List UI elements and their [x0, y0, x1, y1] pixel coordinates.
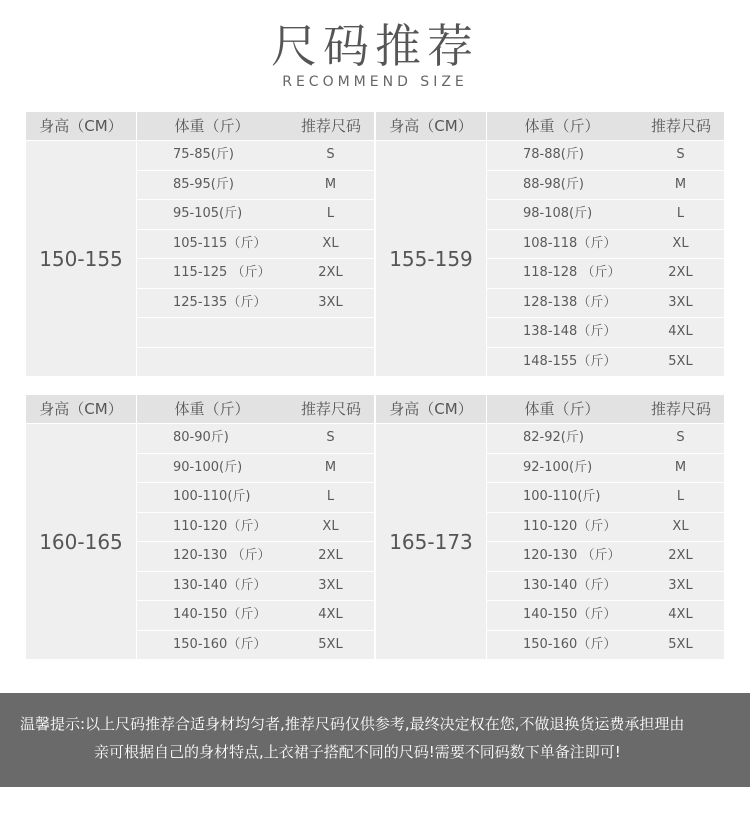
size-cell: L	[676, 489, 685, 504]
weight-cell: 95-105(斤)	[173, 206, 243, 221]
table-row	[137, 542, 374, 572]
weight-cell: 88-98(斤)	[523, 176, 584, 192]
weight-cell: 150-160（斤）	[173, 636, 267, 652]
weight-cell	[137, 348, 287, 377]
weight-cell	[137, 318, 287, 347]
table-row	[487, 631, 724, 661]
weight-cell: 108-118（斤）	[523, 235, 617, 251]
size-cell: 2XL	[318, 548, 343, 563]
size-cell: L	[676, 206, 685, 221]
size-cell: M	[324, 176, 337, 192]
weight-cell: 150-160（斤）	[523, 636, 617, 652]
table-row	[137, 424, 374, 454]
size-table-block	[26, 112, 374, 377]
weight-cell: 110-120（斤）	[523, 518, 617, 534]
weight-cell: 80-90斤)	[173, 430, 229, 445]
size-cell: L	[326, 489, 335, 504]
table-row	[137, 454, 374, 484]
size-cell: 4XL	[318, 607, 343, 622]
weight-cell: 75-85(斤)	[173, 147, 234, 162]
weight-cell: 130-140（斤）	[523, 577, 617, 593]
table-row	[137, 572, 374, 602]
header-size: 推荐尺码	[300, 117, 361, 135]
table-row	[487, 601, 724, 631]
size-cell: 2XL	[668, 548, 693, 563]
table-row	[487, 171, 724, 201]
table-row	[137, 513, 374, 543]
table-row	[487, 454, 724, 484]
weight-cell: 110-120（斤）	[173, 518, 267, 534]
weight-cell: 78-88(斤)	[523, 147, 584, 162]
table-row	[137, 289, 374, 319]
weight-cell: 115-125 （斤）	[173, 265, 271, 280]
size-cell: XL	[322, 518, 339, 534]
table-row	[487, 289, 724, 319]
weight-cell: 118-128 （斤）	[523, 265, 621, 280]
size-cell: S	[676, 147, 685, 162]
table-row	[137, 318, 374, 348]
notice-line-1: 温馨提示:以上尺码推荐合适身材均匀者,推荐尺码仅供参考,最终决定权在您,不做退换货运费承担理由	[20, 715, 685, 733]
size-cell: 2XL	[668, 265, 693, 280]
size-rows	[137, 424, 374, 660]
size-cell: 4XL	[668, 324, 693, 339]
table-row	[487, 259, 724, 289]
weight-cell: 120-130 （斤）	[523, 548, 621, 563]
page-subtitle: RECOMMEND SIZE	[282, 74, 468, 90]
size-cell: L	[326, 206, 335, 221]
table-header	[376, 395, 724, 423]
size-cell	[287, 348, 374, 377]
table-row	[487, 513, 724, 543]
size-cell: S	[326, 430, 335, 445]
weight-cell: 90-100(斤)	[173, 459, 243, 475]
size-cell: M	[674, 459, 687, 475]
size-table-block	[26, 395, 374, 660]
table-header	[26, 112, 374, 140]
header-height: 身高（CM）	[389, 400, 473, 418]
size-cell: 3XL	[318, 294, 343, 310]
weight-cell: 85-95(斤)	[173, 176, 234, 192]
size-rows	[137, 141, 374, 377]
size-cell: 2XL	[318, 265, 343, 280]
table-row	[487, 200, 724, 230]
size-rows	[487, 424, 724, 660]
weight-cell: 98-108(斤)	[523, 206, 593, 221]
table-header	[376, 112, 724, 140]
weight-cell: 148-155（斤）	[523, 353, 617, 369]
size-cell: 5XL	[668, 636, 693, 652]
table-row	[487, 483, 724, 513]
weight-cell: 140-150（斤）	[173, 607, 267, 622]
table-row	[137, 200, 374, 230]
size-table-block	[376, 112, 724, 377]
table-row	[137, 259, 374, 289]
size-cell: 3XL	[318, 577, 343, 593]
weight-cell: 125-135（斤）	[173, 294, 267, 310]
size-cell: S	[676, 430, 685, 445]
height-range-cell: 165-173	[376, 424, 486, 659]
weight-cell: 140-150（斤）	[523, 607, 617, 622]
size-rows	[487, 141, 724, 377]
size-cell: XL	[322, 235, 339, 251]
page-title: 尺码推荐	[271, 19, 479, 73]
height-range-cell: 150-155	[26, 141, 136, 376]
table-row	[487, 318, 724, 348]
header-size: 推荐尺码	[650, 117, 711, 135]
weight-cell: 120-130 （斤）	[173, 548, 271, 563]
weight-cell: 105-115（斤）	[173, 235, 267, 251]
table-row	[137, 171, 374, 201]
size-chart	[26, 112, 722, 664]
size-cell: 5XL	[318, 636, 343, 652]
table-row	[137, 601, 374, 631]
table-row	[487, 230, 724, 260]
table-row	[487, 424, 724, 454]
header-size: 推荐尺码	[650, 400, 711, 418]
height-range-cell: 155-159	[376, 141, 486, 376]
size-cell: S	[326, 147, 335, 162]
height-range-cell: 160-165	[26, 424, 136, 659]
table-row	[137, 230, 374, 260]
table-row	[137, 483, 374, 513]
size-cell	[287, 318, 374, 347]
table-row	[487, 141, 724, 171]
header-height: 身高（CM）	[389, 117, 473, 135]
size-cell: 3XL	[668, 577, 693, 593]
table-row	[137, 141, 374, 171]
notice-banner	[0, 693, 750, 787]
weight-cell: 138-148（斤）	[523, 324, 617, 339]
size-table-block	[376, 395, 724, 660]
table-row	[137, 631, 374, 661]
header-weight: 体重（斤）	[174, 400, 250, 418]
table-row	[487, 542, 724, 572]
weight-cell: 130-140（斤）	[173, 577, 267, 593]
header-size: 推荐尺码	[300, 400, 361, 418]
weight-cell: 100-110(斤)	[173, 489, 251, 504]
table-header	[26, 395, 374, 423]
header-height: 身高（CM）	[39, 117, 123, 135]
size-cell: XL	[672, 518, 689, 534]
header-weight: 体重（斤）	[174, 117, 250, 135]
weight-cell: 100-110(斤)	[523, 489, 601, 504]
header-weight: 体重（斤）	[524, 117, 600, 135]
size-cell: 3XL	[668, 294, 693, 310]
table-row	[487, 572, 724, 602]
size-cell: 4XL	[668, 607, 693, 622]
table-row	[137, 348, 374, 378]
size-cell: M	[674, 176, 687, 192]
size-cell: XL	[672, 235, 689, 251]
table-row	[487, 348, 724, 378]
header-height: 身高（CM）	[39, 400, 123, 418]
notice-line-2: 亲可根据自己的身材特点,上衣裙子搭配不同的尺码!需要不同码数下单备注即可!	[94, 743, 621, 761]
weight-cell: 128-138（斤）	[523, 294, 617, 310]
weight-cell: 92-100(斤)	[523, 459, 593, 475]
header-weight: 体重（斤）	[524, 400, 600, 418]
size-cell: M	[324, 459, 337, 475]
size-cell: 5XL	[668, 353, 693, 369]
weight-cell: 82-92(斤)	[523, 430, 584, 445]
